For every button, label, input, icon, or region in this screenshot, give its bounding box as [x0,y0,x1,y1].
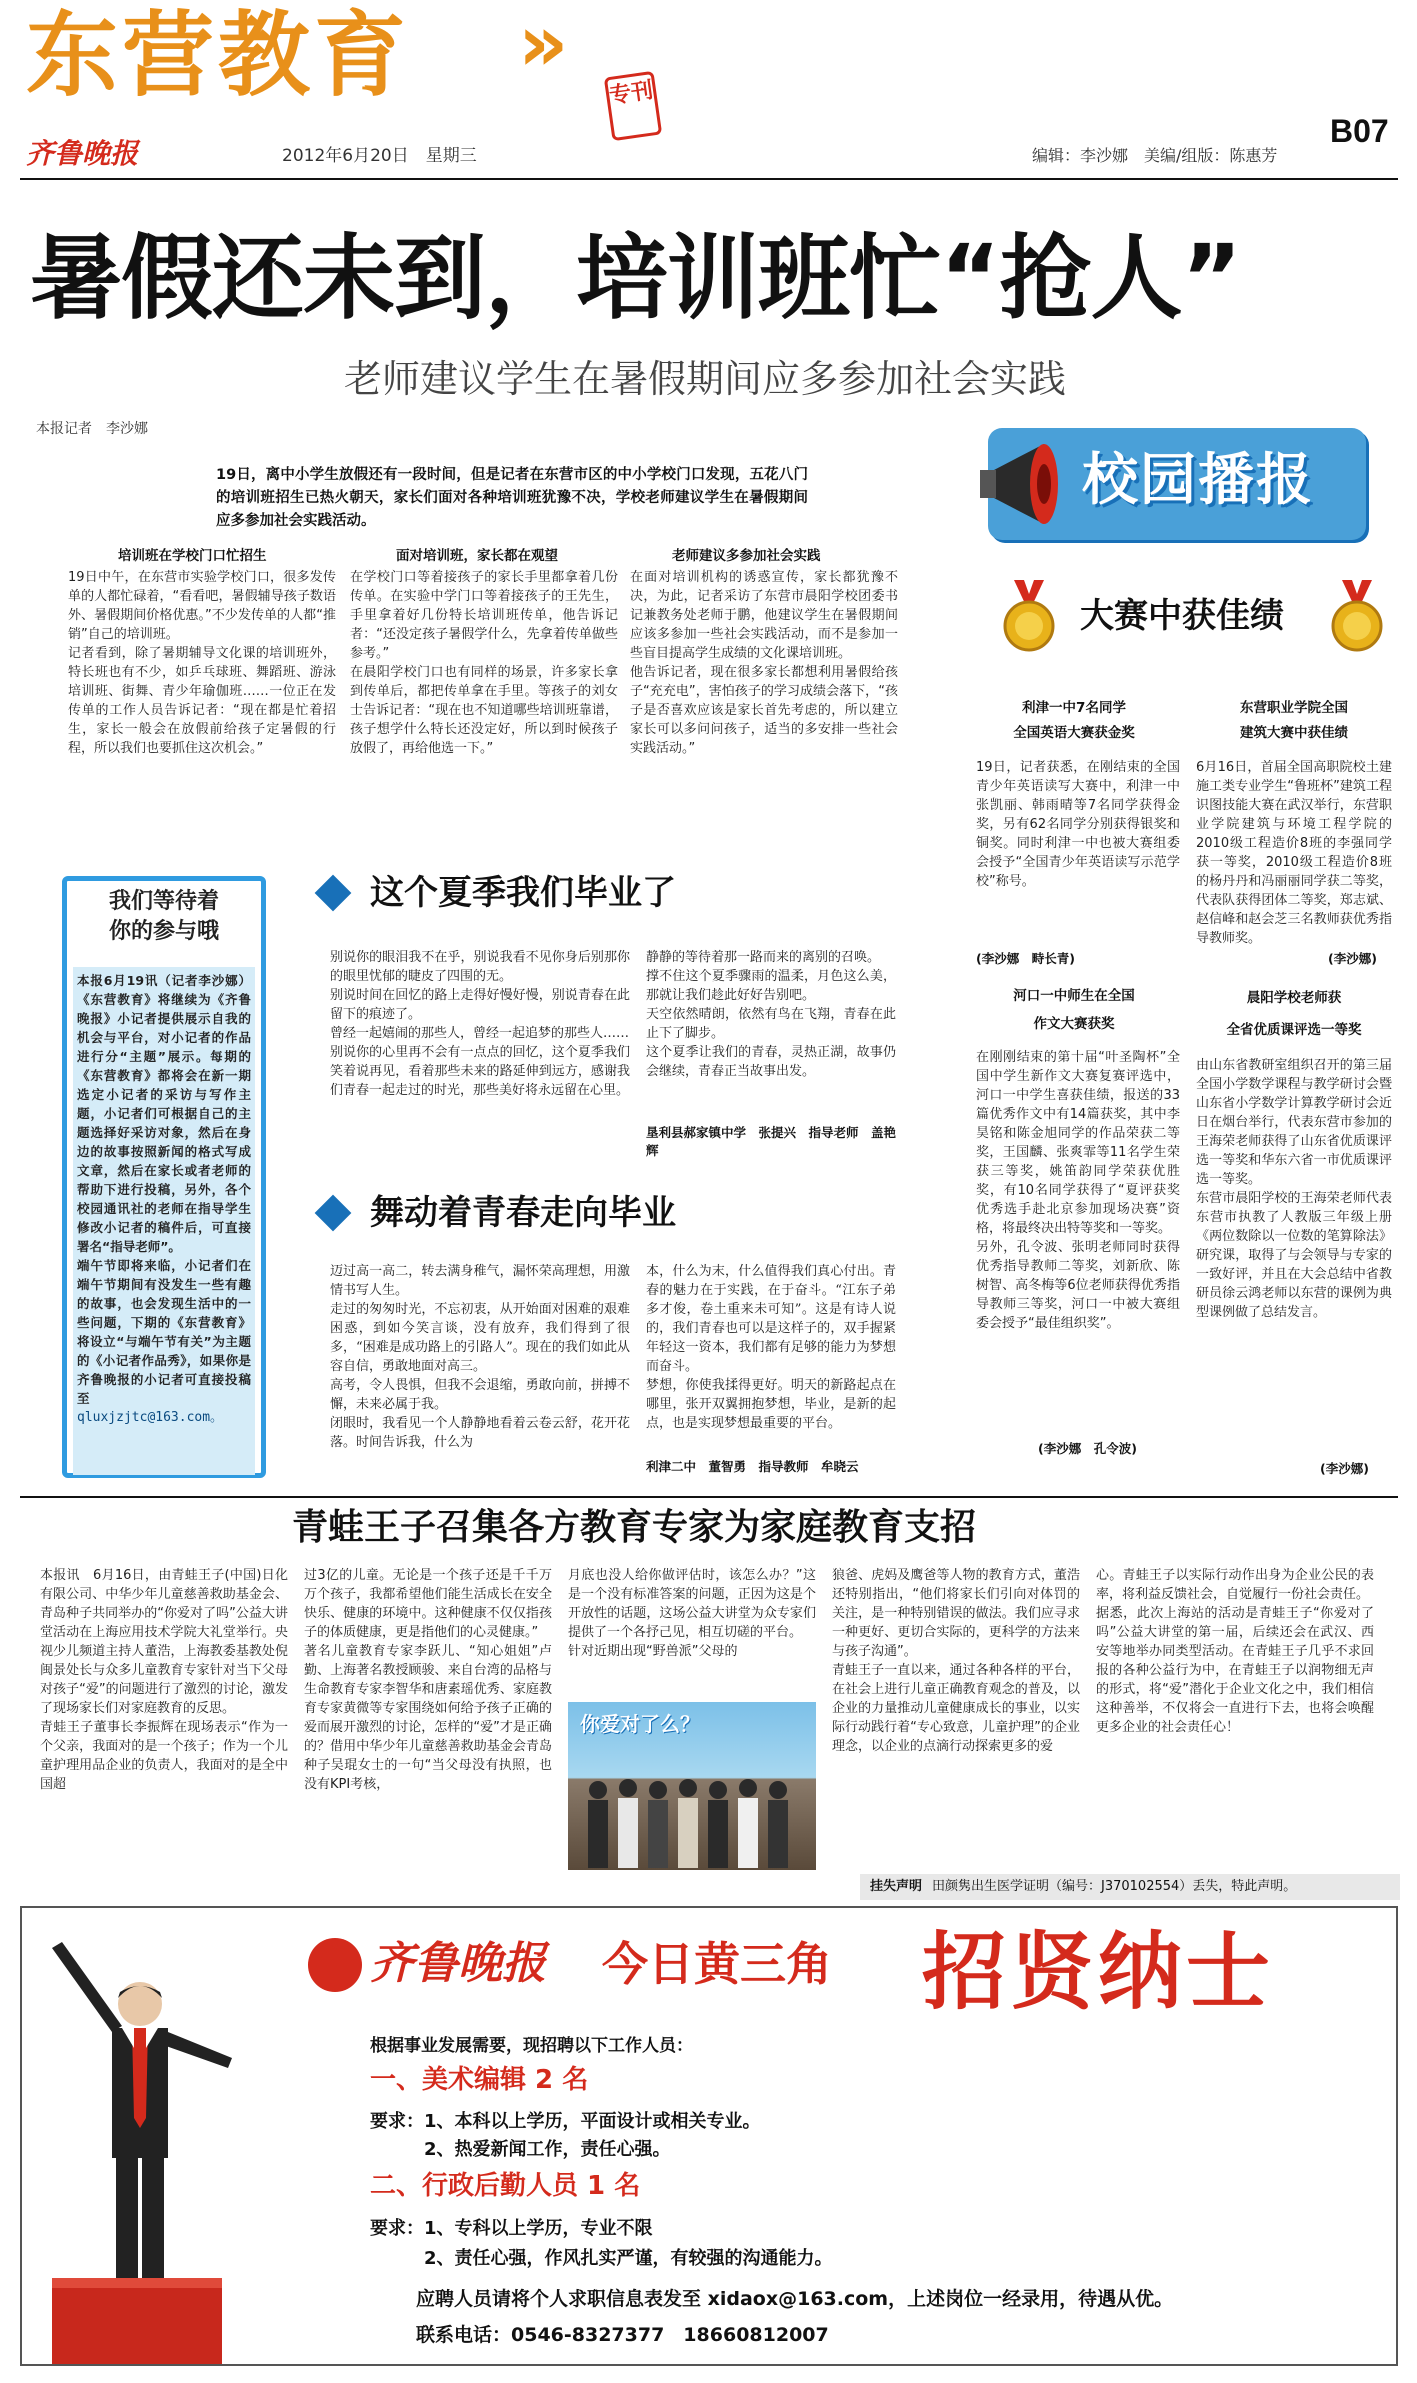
invite-email[interactable]: qluxjzjtc@163.com。 [77,1410,224,1425]
campus-news3-text: 6月16日，首届全国高职院校土建施工类专业学生“鲁班杯”建筑工程识图技能大赛在武汉举行，东营职业学院建筑与环境工程学院的2010级工程造价8班的李强同学获一等奖，2010级工程造价8班的杨丹丹和冯丽丽同学获二等奖，代表队获得团体二等奖，郑志斌、赵信峰和赵会芝三名教师获优秀指导教师奖。 [1196,760,1392,946]
lead-col3-text: 在面对培训机构的诱惑宣传，家长都犹豫不决，为此，记者采访了东营市晨阳学校团委书记兼教务处老师于鹏，他建议学生在暑假期间应该多参加一些社会实践活动，而不是参加一些盲目提高学生成绩的文化课培训班。 他告诉记者，现在很多家长都想利用暑假给孩子“充充电”，害怕孩子的学习成绩会落下，“孩子是否喜欢应该是家长首先考虑的，所以建立家长可以多问问孩子，适当的多安排一些社会实践活动。” [630,570,898,756]
campus-news3-sig: (李沙娜) [1328,951,1377,966]
ad-big-title: 招贤纳士 [922,1922,1275,2021]
campus-news2-text: 在刚刚结束的第十届“叶圣陶杯”全国中学生新作文大赛复赛评选中，河口一中学生喜获佳绩，报送的33篇优秀作文中有14篇获奖，其中李昊铭和陈金旭同学的作品荣获二等奖，王国麟、张爽霏等11名学生荣获三等奖，姚笛韵同学荣获优胜奖，有10名同学获得了“夏评获奖优秀选手赴北京参加现场决赛”资格，将最终决出特等奖和一等奖。 另外，孔令波、张明老师同时获得优秀指导教师二等奖，刘新欣、陈树智、高冬梅等6位老师获得优秀指导教师三等奖，河口一中被大赛组委会授予“最佳组织奖”。 [976,1050,1180,1331]
ad-req1-a: 1、本科以上学历，平面设计或相关专业。 [424,2111,761,2132]
medal-right-icon [1328,580,1386,652]
lead-col2-text: 在学校门口等着接孩子的家长手里都拿着几份传单。在实验中学门口等着接孩子的王先生，手里拿着好几份特长培训班传单，他告诉记者：“还没定孩子暑假学什么，先拿着传单做些参考。” 在晨阳学校门口也有同样的场景，许多家长拿到传单后，都把传单拿在手里。等孩子的刘女士告诉记者：“现在也不知道哪些培训班靠谱，孩子想学什么特长还没定好，所以到时候孩子放假了，再给他选一下。” [350,570,618,756]
graduation-sig: 垦利县郝家镇中学 张提兴 指导老师 盖艳辉 [646,1125,897,1158]
lead-col3-title: 老师建议多参加社会实践 [672,548,821,564]
dance-right: 本，什么为末，什么值得我们真心付出。青春的魅力在于实践，在于奋斗。“江东子弟多才俊，卷土重来未可知”。这是有诗人说的，我们青春也可以是这样子的，双手握紧年轻这一资本，我们都有足够的能力为梦想而奋斗。 梦想，你使我揉得更好。明天的新路起点在哪里，张开双翼拥抱梦想，毕业，是新的起点，也是实现梦想最重要的平台。 [646,1264,896,1431]
people-icon [578,1772,806,1868]
ad-req1-label: 要求： [370,2111,424,2132]
lost-notice [860,1874,1400,1900]
campus-news1-title: 利津一中7名同学 全国英语大赛获金奖 [1013,700,1135,741]
section-rule [20,1496,1398,1498]
campus-news4-text: 由山东省教研室组织召开的第三届全国小学数学课程与教学研讨会暨山东省小学数学计算教学研讨会近日在烟台举行，代表东营市参加的王海荣老师获得了山东省优质课评选一等奖和华东六省一市优质课评选一等奖。 东营市晨阳学校的王海荣老师代表东营市执教了人教版三年级上册《两位数除以一位数的笔算除法》研究课，取得了与会领导与专家的一致好评，并且在大会总结中省教研员徐云鸿老师以东营的课例为典型课例做了总结发言。 [1196,1058,1392,1320]
issue-date [282,146,477,166]
lead-col1-text: 19日中午，在东营市实验学校门口，很多发传单的人都忙碌着，“看看吧，暑假辅导孩子数语外、暑假期间价格优惠。”不少发传单的人都“推销”自己的培训班。 记者看到，除了暑期辅导文化课的培训班外，特长班也有不少，如乒乓球班、舞蹈班、游泳培训班、街舞、青少年瑜伽班……一位正在发传单的工作人员告诉记者：“现在都是忙着招生，家长一般会在放假前给孩子定暑假的行程，所以我们也要抓住这次机会。” [68,570,336,756]
ad-req2-label: 要求： [370,2218,424,2239]
masthead-quote: » [518,0,569,89]
medal-left-icon [1000,580,1058,652]
lead-headline: 暑假还未到，培训班忙“抢人” [30,225,1241,332]
invite-body [73,967,255,1475]
graduation-title: 这个夏季我们毕业了 [370,873,676,913]
campus-news4-sig: (李沙娜) [1320,1461,1369,1476]
frog-col1: 本报讯 6月16日，由青蛙王子(中国)日化有限公司、中华少年儿童慈善救助基金会、青岛种子共同举办的“你爱对了吗”公益大讲堂活动在上海应用技术学院大礼堂举行。央视少儿频道主持人董浩，上海教委基教处倪闽景处长与众多儿童教育专家针对当下父母对孩子“爱”的问题进行了激烈的讨论，激发了现场家长们对家庭教育的反思。 青蛙王子董事长李振辉在现场表示“作为一个父亲，我面对的是一个孩子；作为一个儿童护理用品企业的负责人，我面对的是全中国超 [40,1568,288,1792]
ad-job2: 二、行政后勤人员 1 名 [370,2171,641,2201]
megaphone-icon [974,436,1074,532]
frog-col3: 月底也没人给你做评估时，该怎么办？”这是一个没有标准答案的问题，正因为这是个开放性的话题，这场公益大讲堂为众专家们提供了一个各抒己见，相互切磋的平台。 针对近期出现“野兽派”父母的 [568,1568,816,1659]
dance-sig: 利津二中 董智勇 指导教师 牟晓云 [646,1459,859,1474]
frog-col2: 过3亿的儿童。无论是一个孩子还是千千万万个孩子，我都希望他们能生活成长在安全快乐、健康的环境中。这种健康不仅仅指孩子的体质健康，更是指他们的心灵健康。” 著名儿童教育专家李跃儿、“知心姐姐”卢勤、上海著名教授顾骏、来自台湾的品格与生命教育专家李智华和唐素瑶优秀、家庭教育专家黄微等专家围绕如何给予孩子正确的爱而展开激烈的讨论，怎样的“爱”才是正确的？借用中华少年儿童慈善救助基金会青岛种子吴琨女士的一句“当父母没有执照，也没有KPI考核， [304,1568,552,1792]
ad-req2 [370,2214,833,2274]
ad-phone[interactable]: 联系电话：0546-8327377 18660812007 [416,2324,829,2346]
campus-title: 大赛中获佳绩 [1080,596,1284,636]
campus-news1-text: 19日，记者获悉，在刚结束的全国青少年英语读写大赛中，利津一中张凯丽、韩雨晴等7名同学获得金奖，另有62名同学分别获得银奖和铜奖。同时利津一中也被大赛组委会授予“全国青少年英语读写示范学校”称号。 [976,760,1180,889]
graduation-left: 别说你的眼泪我不在乎，别说我看不见你身后别那你的眼里忧郁的睫皮了四围的无。 别说时间在回忆的路上走得好慢好慢，别说青春在此留下的痕迹了。 曾经一起嬉闹的那些人，曾经一起追梦的那些人…… 别说你的心里再不会有一点点的回忆，这个夏季我们笑着说再见，看着那些未来的路延伸到远方，感谢我们青春一起走过的时光，那些美好将永远留在心里。 [330,950,630,1098]
recruitment-ad [20,1906,1398,2366]
ad-intro: 根据事业发展需要，现招聘以下工作人员： [370,2036,693,2056]
campus-news3-title: 东营职业学院全国 建筑大赛中获佳绩 [1240,700,1348,741]
dance-left: 迈过高一高二，转去满身稚气，漏怀荣高理想，用激情书写人生。 走过的匆匆时光，不忘初衷，从开始面对困难的艰难困惑，到如今笑言谈，没有放弃，我们得到了很多，“困难是成功路上的引路人”。现在的我们如此从容自信，勇敢地面对高三。 高考，令人畏惧，但我不会退缩，勇敢向前，拼搏不懈，未来必属于我。 闭眼时，我看见一个人静静地看着云卷云舒，花开花落。时间告诉我，什么为 [330,1264,630,1450]
frog-col5: 心。青蛙王子以实际行动作出身为企业公民的表率，将利益反馈社会，自觉履行一份社会责任。 据悉，此次上海站的活动是青蛙王子“你爱对了吗”公益大讲堂的第一届，后续还会在武汉、西安等地举办同类型活动。在青蛙王子几乎不求回报的各种公益行为中，在青蛙王子以润物细无声的形式，将“爱”潜化于企业文化之中，我们相信这种善举，不仅将会一直进行下去，也将会唤醒更多企业的社会责任心！ [1096,1568,1374,1735]
event-photo-banner: 你爱对了么？ [580,1712,700,1736]
newspaper-logo: 齐鲁晚报 [26,137,139,170]
ad-job1: 一、美术编辑 2 名 [370,2065,589,2095]
diamond-icon [315,875,352,912]
header-rule [20,178,1398,180]
frog-title: 青蛙王子召集各方教育专家为家庭教育支招 [292,1507,977,1548]
campus-news4-title: 晨阳学校老师获 全省优质课评选一等奖 [1226,990,1362,1038]
ad-req2-b: 2、责任心强，作风扎实严谨，有较强的沟通能力。 [424,2248,833,2269]
campus-news2-title: 河口一中师生在全国 作文大赛获奖 [1013,988,1135,1032]
invite-title-2: 你的参与哦 [108,919,219,944]
invite-text: 本报6月19讯（记者李沙娜）《东营教育》将继续为《齐鲁晚报》小记者提供展示自我的机会与平台，对小记者的作品进行分“主题”展示。每期的《东营教育》都将会在新一期选定小记者的采访与写作主题，小记者们可根据自己的主题选择好采访对象，然后在身边的故事按照新闻的格式写成文章，然后在家长或者老师的帮助下进行投稿，另外，各个校园通讯社的老师在指导学生修改小记者的稿件后，可直接署名“指导老师”。 端午节即将来临，小记者们在端午节期间有没发生一些有趣的故事，也会发现生活中的一些问题，下期的《东营教育》将设立“与端午节有关”为主题的《小记者作品秀》，如果你是齐鲁晚报的小记者可直接投稿至 [77,973,251,1406]
ad-req1-b: 2、热爱新闻工作，责任心强。 [424,2139,671,2160]
lead-byline: 本报记者 李沙娜 [36,421,148,437]
campus-banner-title: 校园播报 [1082,448,1314,513]
editors: 编辑：李沙娜 美编/组版：陈惠芳 [1032,146,1278,165]
graduation-right: 静静的等待着那一路而来的离别的召唤。 撑不住这个夏季骤雨的温柔，月色这么美，那就让我们趁此好好告别吧。 天空依然晴朗，依然有鸟在飞翔，青春在此止下了脚步。 这个夏季让我们的青春，灵热正湖，故事仍会继续，青春正当故事出发。 [646,950,896,1079]
dance-title: 舞动着青春走向毕业 [370,1193,676,1233]
lead-col2-title: 面对培训班，家长都在观望 [396,548,558,564]
lead-intro: 19日，离中小学生放假还有一段时间，但是记者在东营市区的中小学校门口发现，五花八门的培训班招生已热火朝天，家长们面对各种培训班犹豫不决，学校老师建议学生在暑假期间应多参加社会实践活动。 [216,467,808,529]
masthead-brand: 东营教育 [26,2,411,109]
event-photo [568,1702,816,1870]
ad-logo-text: 齐鲁晚报 [370,1938,546,1989]
ad-contact[interactable]: 应聘人员请将个人求职信息表发至 xidaox@163.com，上述岗位一经录用，待遇从优。 [416,2288,1174,2310]
ad-req2-a: 1、专科以上学历，专业不限 [424,2218,653,2239]
notice-label: 挂失声明 [870,1879,923,1894]
businessman-figure [22,1908,252,2364]
frog-col4: 狼爸、虎妈及鹰爸等人物的教育方式，董浩还特别指出，“他们将家长们引向对体罚的关注，是一种特别错误的做法。我们应寻求一种更好、更切合实际的，更科学的方法来与孩子沟通”。 青蛙王子一直以来，通过各种各样的平台，在社会上进行儿童正确教育观念的普及，以企业的力量推动儿童健康成长的事业，以实际行动践行着“专心致意，儿童护理”的企业理念，以企业的点滴行动探索更多的爱 [832,1568,1080,1754]
invite-title-1: 我们等待着 [108,889,219,914]
ad-req1 [370,2108,761,2164]
diamond-icon [315,1195,352,1232]
ad-logo-icon [308,1938,362,1992]
page-number: B07 [1330,113,1389,149]
special-stamp: 专刊 [604,71,662,141]
date: 2012年6月20日 [282,146,409,166]
ad-slogan: 今日黄三角 [602,1937,832,1991]
lead-subhead: 老师建议学生在暑假期间应多参加社会实践 [344,357,1067,401]
notice-text: 田颜隽出生医学证明（编号：J370102554）丢失，特此声明。 [932,1879,1297,1894]
campus-news2-sig: (李沙娜 孔令波) [1038,1441,1137,1456]
invite-box [62,876,266,1478]
campus-news1-sig: (李沙娜 畤长青) [976,951,1075,966]
lead-col1-title: 培训班在学校门口忙招生 [118,548,267,564]
weekday: 星期三 [425,146,477,166]
